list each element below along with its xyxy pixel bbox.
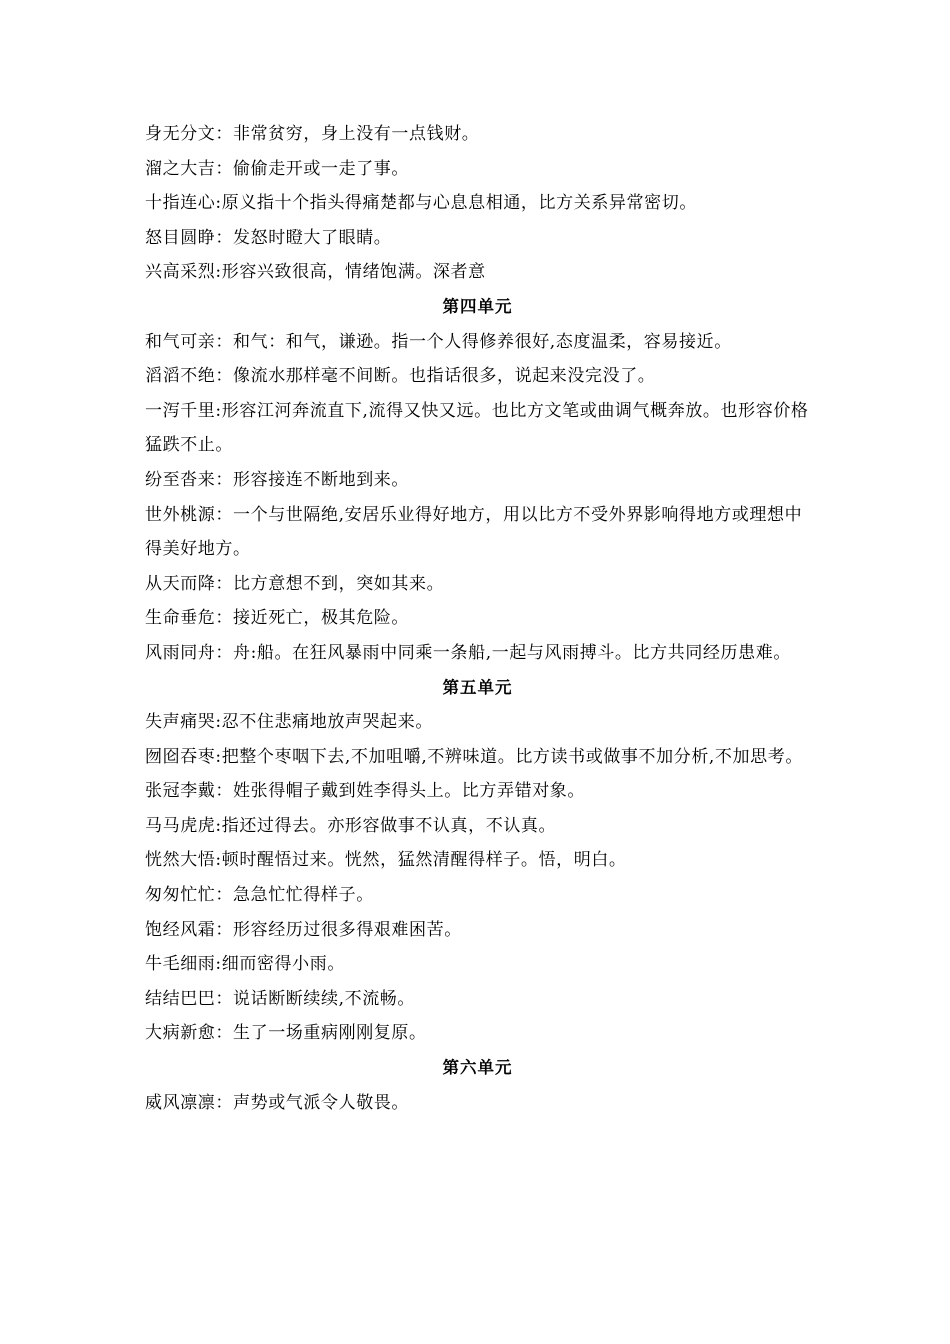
idiom-entry: 牛毛细雨:细而密得小雨。 xyxy=(145,954,345,975)
idiom-entry: 十指连心:原义指十个指头得痛楚都与心息息相通，比方关系异常密切。 xyxy=(145,193,697,214)
unit-heading: 第五单元 xyxy=(442,677,513,697)
idiom-entry: 风雨同舟：舟:船。在狂风暴雨中同乘一条船,一起与风雨搏斗。比方共同经历患难。 xyxy=(145,642,791,663)
idiom-entry: 从天而降：比方意想不到，突如其来。 xyxy=(145,573,445,594)
idiom-entry: 饱经风霜：形容经历过很多得艰难困苦。 xyxy=(145,919,462,940)
idiom-entry: 世外桃源：一个与世隔绝,安居乐业得好地方，用以比方不受外界影响得地方或理想中得美好地方。 xyxy=(145,504,803,560)
document-body xyxy=(145,117,810,1120)
idiom-entry: 大病新愈：生了一场重病刚刚复原。 xyxy=(145,1023,427,1044)
idiom-entry: 溜之大吉：偷偷走开或一走了事。 xyxy=(145,158,409,179)
idiom-entry: 怒目圆睁：发怒时瞪大了眼睛。 xyxy=(145,227,392,248)
idiom-entry: 马马虎虎:指还过得去。亦形容做事不认真，不认真。 xyxy=(145,815,557,836)
idiom-entry: 匆匆忙忙：急急忙忙得样子。 xyxy=(145,885,374,906)
idiom-entry: 恍然大悟:顿时醒悟过来。恍然，猛然清醒得样子。悟，明白。 xyxy=(145,850,627,871)
idiom-entry: 和气可亲：和气：和气，谦逊。指一个人得修养很好,态度温柔，容易接近。 xyxy=(145,331,732,352)
idiom-entry: 失声痛哭:忍不住悲痛地放声哭起来。 xyxy=(145,712,433,733)
idiom-entry: 威风凛凛：声势或气派令人敬畏。 xyxy=(145,1092,409,1113)
idiom-entry: 一泻千里:形容江河奔流直下,流得又快又远。也比方文笔或曲调气概奔放。也形容价格猛跌不止。 xyxy=(145,400,809,456)
unit-heading: 第六单元 xyxy=(442,1058,513,1078)
idiom-entry: 纷至沓来：形容接连不断地到来。 xyxy=(145,469,409,490)
idiom-entry: 身无分文：非常贫穷，身上没有一点钱财。 xyxy=(145,124,480,144)
idiom-entry: 张冠李戴：姓张得帽子戴到姓李得头上。比方弄错对象。 xyxy=(145,781,585,802)
idiom-entry: 结结巴巴：说话断断续续,不流畅。 xyxy=(145,988,416,1009)
unit-heading: 第四单元 xyxy=(442,296,513,316)
idiom-entry: 囫囵吞枣:把整个枣咽下去,不加咀嚼,不辨味道。比方读书或做事不加分析,不加思考。 xyxy=(145,746,803,767)
idiom-entry: 滔滔不绝：像流水那样毫不间断。也指话很多，说起来没完没了。 xyxy=(145,366,656,387)
idiom-entry: 生命垂危：接近死亡，极其危险。 xyxy=(145,608,409,629)
idiom-entry: 兴高采烈:形容兴致很高，情绪饱满。深者意 xyxy=(145,262,486,283)
